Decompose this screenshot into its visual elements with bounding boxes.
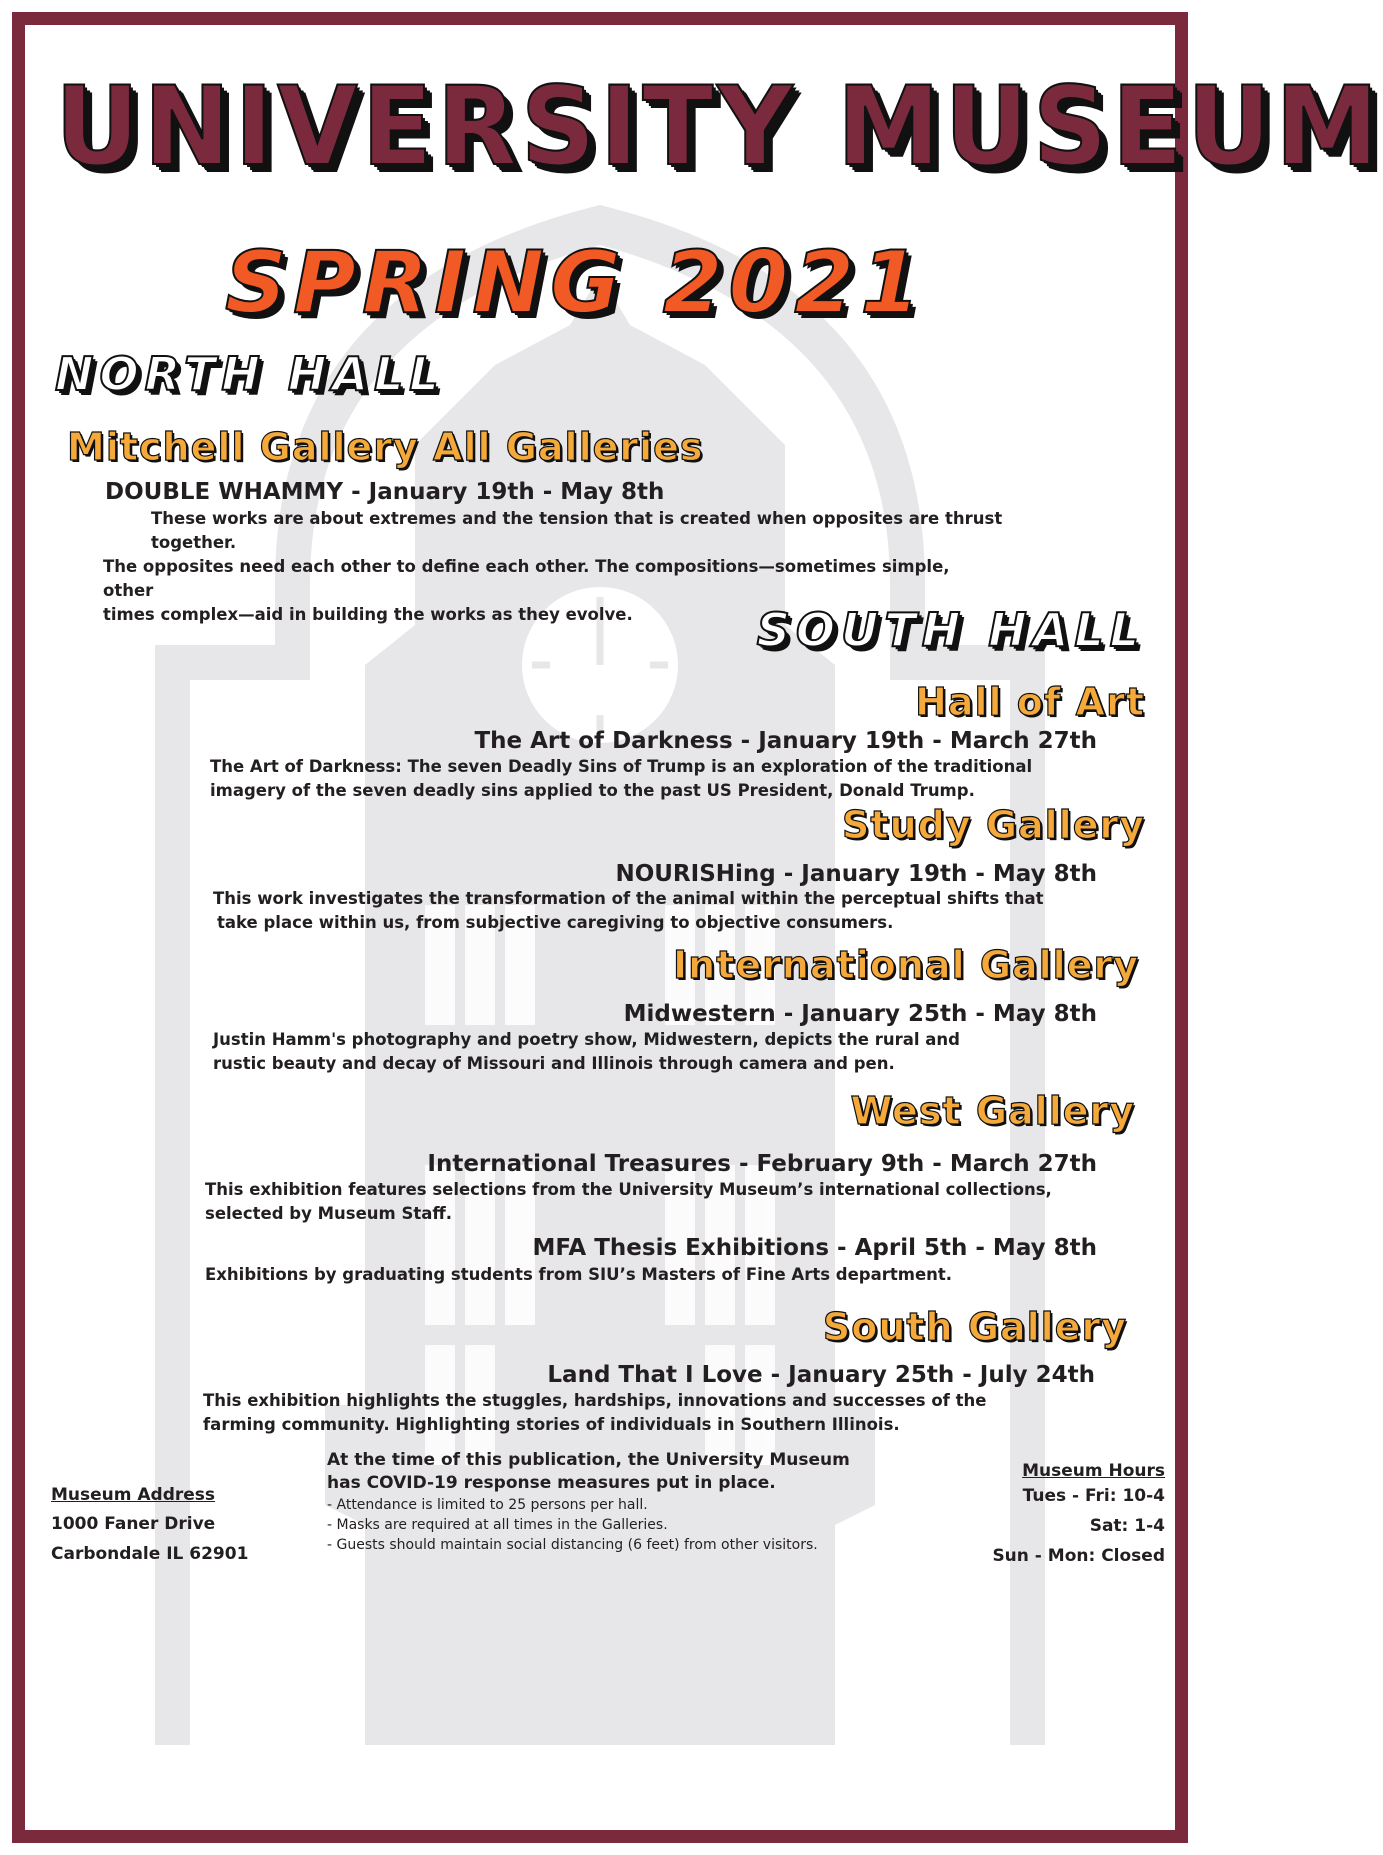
- south-gallery-heading: South Gallery: [822, 1305, 1127, 1349]
- exhibit-double-whammy-title: DOUBLE WHAMMY - January 19th - May 8th: [105, 479, 665, 505]
- exhibit-double-whammy-desc: These works are about extremes and the tension that is created when opposites are thrust together. The opposites need each other to define each other. The compositions—sometimes simple, other times complex—aid in building the works as they evolve.: [103, 509, 1003, 624]
- museum-hours-heading: Museum Hours: [1022, 1461, 1165, 1481]
- museum-hours-line: Tues - Fri: 10-4: [1022, 1486, 1165, 1506]
- poster-subtitle: SPRING 2021: [225, 233, 927, 333]
- mitchell-gallery-heading: Mitchell Gallery All Galleries: [67, 425, 704, 469]
- north-hall-heading: NORTH HALL: [55, 347, 445, 401]
- exhibit-nourishing-desc: This work investigates the transformation of the animal within the perceptual shifts that take place within us, from subjective caregiving to objective consumers.: [213, 889, 1044, 932]
- exhibit-midwestern-desc: Justin Hamm's photography and poetry show, Midwestern, depicts the rural and rustic beauty and decay of Missouri and Illinois through camera and pen.: [213, 1030, 960, 1073]
- exhibit-mfa-thesis-desc: Exhibitions by graduating students from SIU’s Masters of Fine Arts department.: [205, 1265, 953, 1284]
- exhibit-art-of-darkness-title: The Art of Darkness - January 19th - March 27th: [474, 728, 1097, 754]
- south-hall-heading: SOUTH HALL: [756, 603, 1145, 657]
- museum-hours-line: Sat: 1-4: [1089, 1516, 1165, 1536]
- international-gallery-heading: International Gallery: [673, 943, 1139, 987]
- exhibit-international-treasures-title: International Treasures - February 9th - March 27th: [427, 1151, 1097, 1177]
- covid-measure-item: - Masks are required at all times in the Galleries.: [327, 1517, 668, 1533]
- covid-notice-line2: has COVID-19 response measures put in place.: [327, 1473, 776, 1493]
- museum-hours-block: [945, 1461, 1165, 1571]
- exhibit-midwestern-title: Midwestern - January 25th - May 8th: [623, 1001, 1097, 1027]
- poster-title: UNIVERSITY MUSEUM: [55, 61, 1383, 191]
- museum-address-block: [51, 1485, 311, 1569]
- study-gallery-heading: Study Gallery: [842, 803, 1145, 847]
- exhibit-land-that-i-love-title: Land That I Love - January 25th - July 24th: [547, 1362, 1095, 1388]
- exhibit-international-treasures-desc: This exhibition features selections from the University Museum’s international collections, selected by Museum Staff.: [205, 1180, 1052, 1223]
- exhibit-nourishing-title: NOURISHing - January 19th - May 8th: [615, 861, 1097, 887]
- poster-frame: [12, 12, 1383, 1843]
- covid-measure-item: - Attendance is limited to 25 persons per hall.: [327, 1497, 648, 1513]
- exhibit-land-that-i-love-desc: This exhibition highlights the stuggles, hardships, innovations and successes of the farming community. Highlighting stories of individuals in Southern Illinois.: [203, 1391, 987, 1434]
- museum-address-line1: 1000 Faner Drive: [51, 1514, 216, 1534]
- museum-address-heading: Museum Address: [51, 1485, 216, 1505]
- covid-notice-line1: At the time of this publication, the University Museum: [327, 1450, 850, 1470]
- covid-notice-block: [327, 1449, 867, 1555]
- museum-address-line2: Carbondale IL 62901: [51, 1544, 249, 1564]
- hall-of-art-heading: Hall of Art: [915, 680, 1145, 724]
- exhibit-art-of-darkness-desc: The Art of Darkness: The seven Deadly Sins of Trump is an exploration of the traditional imagery of the seven deadly sins applied to the past US President, Donald Trump.: [210, 757, 1033, 800]
- museum-hours-line: Sun - Mon: Closed: [992, 1546, 1165, 1566]
- covid-measure-item: - Guests should maintain social distancing (6 feet) from other visitors.: [327, 1537, 818, 1553]
- west-gallery-heading: West Gallery: [850, 1089, 1135, 1133]
- exhibit-mfa-thesis-title: MFA Thesis Exhibitions - April 5th - May 8th: [532, 1235, 1097, 1261]
